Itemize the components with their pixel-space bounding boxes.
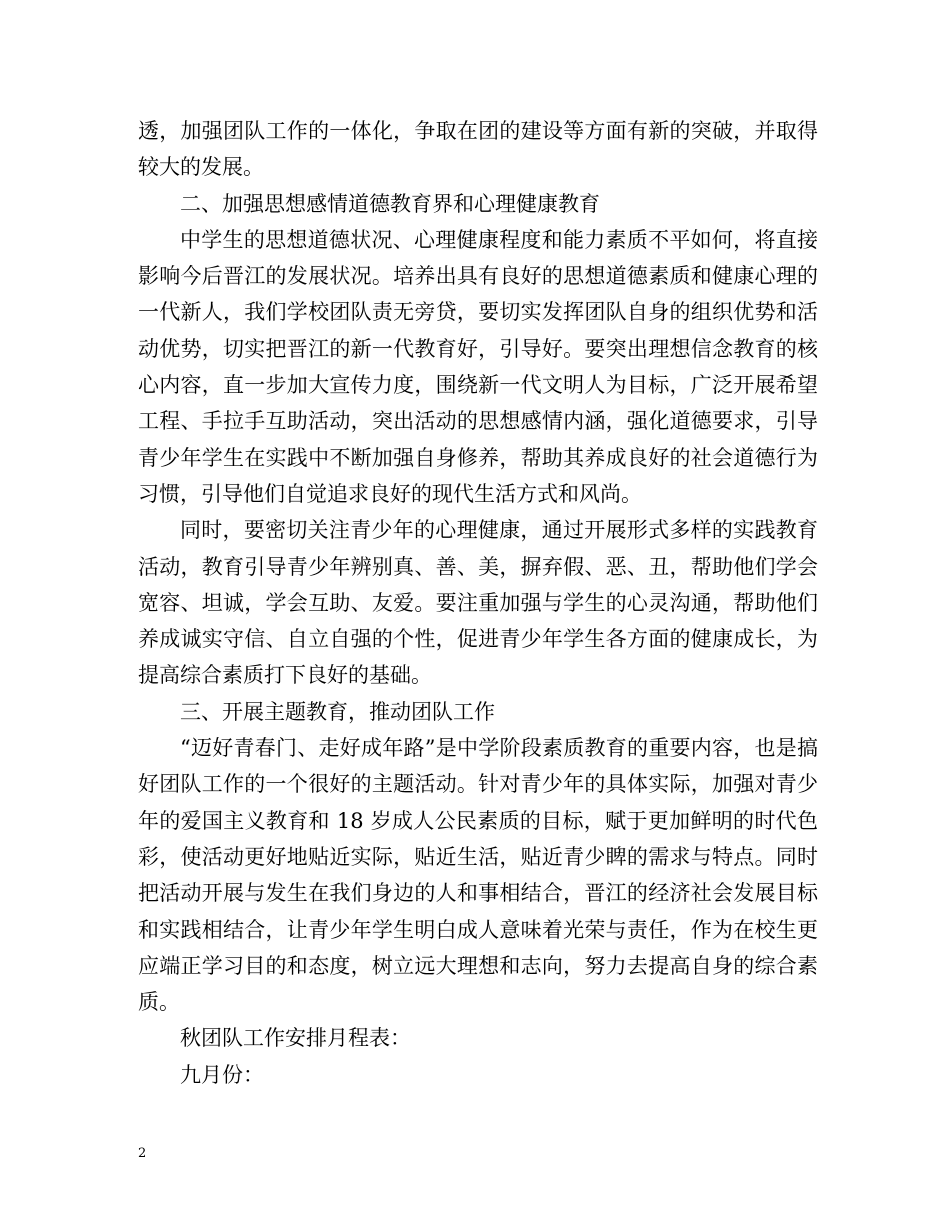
paragraph-theme-education: “迈好青春门、走好成年路”是中学阶段素质教育的重要内容，也是搞好团队工作的一个很好的主题活动。针对青少年的具体实际，加强对青少年的爱国主义教育和 18 岁成人公民素质的目标，赋于更加鲜明的时代色彩，使活动更好地贴近实际，贴近生活，贴近青少睥的需求与特点。同时把活动开展与发生在我们身边的人和事相结合，晋江的经济社会发展目标和实践相结合，让青少年学生明白成人意味着光荣与责任，作为在校生更应端正学习目的和态度，树立远大理想和志向，努力去提高自身的综合素质。 — [138, 736, 818, 1015]
section-heading-3: 三、开展主题教育，推动团队工作 — [180, 699, 495, 724]
schedule-heading: 秋团队工作安排月程表： — [180, 1026, 411, 1051]
paragraph-mental-health: 同时，要密切关注青少年的心理健康，通过开展形式多样的实践教育活动，教育引导青少年辨别真、善、美，摒弃假、恶、丑，帮助他们学会宽容、坦诚，学会互助、友爱。要注重加强与学生的心灵沟通，帮助他们养成诚实守信、自立自强的个性，促进青少年学生各方面的健康成长，为提高综合素质打下良好的基础。 — [138, 518, 818, 688]
page-number: 2 — [138, 1146, 147, 1161]
document-body — [138, 113, 818, 1093]
paragraph-moral-education: 中学生的思想道德状况、心理健康程度和能力素质不平如何，将直接影响今后晋江的发展状况。培养出具有良好的思想道德素质和健康心理的一代新人，我们学校团队责无旁贷，要切实发挥团队自身的组织优势和活动优势，切实把晋江的新一代教育好，引导好。要突出理想信念教育的核心内容，直一步加大宣传力度，围绕新一代文明人为目标，广泛开展希望工程、手拉手互助活动，突出活动的思想感情内涵，强化道德要求，引导青少年学生在实践中不断加强自身修养，帮助其养成良好的社会道德行为习惯，引导他们自觉追求良好的现代生活方式和风尚。 — [138, 227, 818, 506]
section-heading-2: 二、加强思想感情道德教育界和心理健康教育 — [180, 191, 600, 216]
paragraph-continuation: 透，加强团队工作的一体化，争取在团的建设等方面有新的突破，并取得较大的发展。 — [138, 119, 818, 180]
schedule-september: 九月份： — [180, 1062, 264, 1087]
